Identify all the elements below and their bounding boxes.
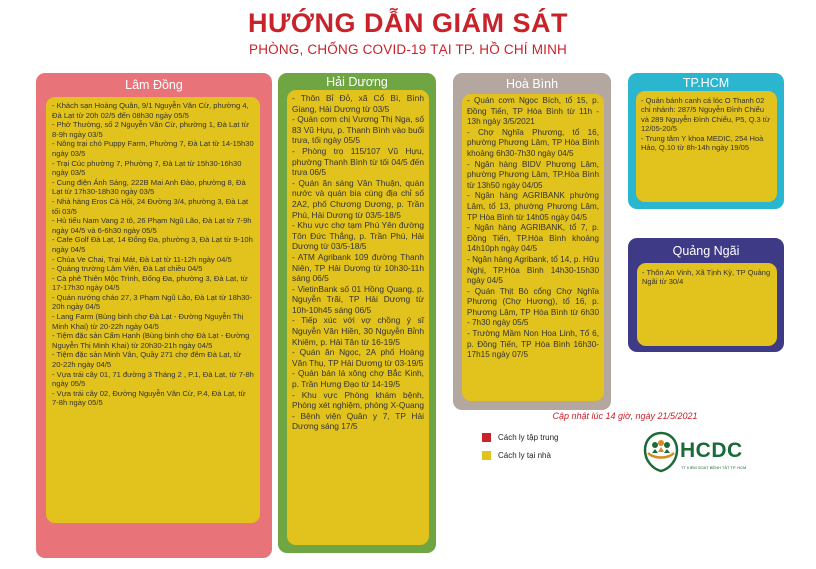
hoa-binh-heading: Hoà Bình xyxy=(505,77,559,91)
list-item: - Quán ăn sáng Vân Thuận, quán nước và quán bia cùng địa chỉ số 2A2, phố Chương Dương, p. Trần Phú, Hải Dương từ 03/5-18/5 xyxy=(292,177,424,220)
legend-swatch-yellow xyxy=(482,451,491,460)
list-item: - Ngân hàng BIDV Phương Lâm, phường Phương Lâm, TP.Hòa Bình từ 13h50 ngày 04/05 xyxy=(467,159,599,190)
list-item: - Trại Cúc phường 7, Phường 7, Đà Lạt từ 15h30-16h30 ngày 03/5 xyxy=(52,158,242,178)
hoa-binh-panel xyxy=(453,73,611,410)
list-item: - Quảng trường Lâm Viên, Đà Lạt chiều 04/5 xyxy=(52,264,203,274)
quang-ngai-list-box xyxy=(637,263,777,346)
list-item: - Vựa trái cây 01, 71 đường 3 Tháng 2 , P.1, Đà Lạt, từ 7-8h ngày 05/5 xyxy=(52,369,254,389)
list-item: - Ngân hàng AGRIBANK, tổ 7, p. Đồng Tiến, TP.Hòa Bình khoảng 14h10ph ngày 04/5 xyxy=(467,223,599,254)
list-item: - Cung điện Ánh Sáng, 222B Mai Anh Đào, phường 8, Đà Lạt từ 17h30-18h30 ngày 03/5 xyxy=(52,177,246,197)
list-item: - VietinBank số 01 Hồng Quang, p. Nguyễn Trãi, TP Hải Dương từ 10h-10h45 sáng 06/5 xyxy=(292,283,424,315)
list-item: - Chùa Ve Chai, Trại Mát, Đà Lạt từ 11-12h ngày 04/5 xyxy=(52,254,232,264)
list-item: - Thôn An Vinh, Xã Tịnh Kỳ, TP Quảng Ngãi từ 30/4 xyxy=(642,268,771,287)
hcdc-logo-subtext: TT KIỂM SOÁT BỆNH TẬT TP. HCM xyxy=(681,465,747,470)
hai-duong-list-box xyxy=(287,90,429,545)
hai-duong-panel xyxy=(278,73,436,553)
list-item: - Trung tâm Y khoa MEDIC, 254 Hoà Hảo, Q.10 từ 8h-14h ngày 19/05 xyxy=(641,133,764,153)
tphcm-panel xyxy=(628,73,784,209)
list-item: - Nhà hàng Eros Cà Hồi, 24 Đường 3/4, phường 3, Đà Lạt tối 03/5 xyxy=(52,196,249,216)
quang-ngai-panel xyxy=(628,238,784,352)
list-item: - Khu vực Phòng khám bệnh, Phòng xét nghiệm, phòng X-Quang - Bệnh viện Quân y 7, TP Hải Dương sáng 17/5 xyxy=(292,389,424,432)
legend-item-concentrated xyxy=(482,431,558,443)
list-item: - Phòng trọ 115/107 Vũ Hựu, phường Thanh Bình từ tối 04/5 đến trưa 06/5 xyxy=(292,145,424,178)
list-item: - Quán ăn Ngọc, 2A phố Hoàng Văn Thụ, TP Hải Dương từ 03-19/5 xyxy=(292,347,424,368)
legend-item-home xyxy=(482,449,551,461)
page-title: HƯỚNG DẪN GIÁM SÁT xyxy=(248,8,568,38)
list-item: - Hủ tiếu Nam Vang 2 tô, 26 Phạm Ngũ Lão, Đà Lạt từ 7-9h ngày 04/5 và 6-6h30 ngày 05/5 xyxy=(52,216,252,235)
list-item: - Khu vực chợ tạm Phú Yên đường Tôn Đức Thắng, p. Trần Phú, Hải Dương từ 03/5-18/5 xyxy=(292,220,424,252)
list-item: - Quán Thịt Bò cổng Chợ Nghĩa Phương (Chợ Hương), tổ 16, p. Phương Lâm, TP Hòa Bình từ 6h30 - 7h30 ngày 05/5 xyxy=(467,286,599,328)
update-time: Cập nhật lúc 14 giờ, ngày 21/5/2021 xyxy=(552,411,698,421)
legend-label: Cách ly tại nhà xyxy=(498,450,551,460)
list-item: - Tiệm đặc sản Minh Vân, Quầy 271 chợ đêm Đà Lạt, từ 20-22h ngày 04/5 xyxy=(52,350,242,370)
tphcm-list xyxy=(641,96,772,152)
legend-swatch-red xyxy=(482,433,491,442)
tphcm-heading: TP.HCM xyxy=(682,76,730,90)
lam-dong-list xyxy=(52,101,254,408)
lam-dong-panel xyxy=(36,73,272,558)
list-item: - Tiệm đặc sản Cẩm Hạnh (Bùng binh chợ Đà Lạt - Đường Nguyễn Thị Minh Khai) từ 20h30-21h ngày 04/5 xyxy=(52,331,250,350)
list-item: - Ngân hàng Agribank, tổ 14, p. Hữu Nghị, TP.Hòa Bình 14h30-15h30 ngày 04/5 xyxy=(467,254,599,286)
lam-dong-heading: Lâm Đồng xyxy=(125,78,183,92)
list-item: - Lang Farm (Bùng binh chợ Đà Lạt - Đường Nguyễn Thị Minh Khai) từ 20-22h ngày 04/5 xyxy=(52,312,244,331)
list-item: - Chợ Nghĩa Phương, tổ 16, phường Phương Lâm, TP Hòa Bình khoảng 6h30-7h30 ngày 04/5 xyxy=(467,127,599,158)
list-item: - Phở Thường, số 2 Nguyễn Văn Cừ, phường 1, Đà Lạt từ 8-9h ngày 03/5 xyxy=(52,120,249,139)
hoa-binh-list-box xyxy=(462,94,604,401)
list-item: - Quán cơm Ngọc Bích, tổ 15, p. Đồng Tiến, TP Hòa Bình từ 11h - 13h ngày 3/5/2021 xyxy=(467,96,599,127)
list-item: - Tiếp xúc với vợ chồng ý sĩ Nguyễn Văn Hiền, 30 Nguyễn Bỉnh Khiêm, p. Hải Tân từ 16-19/5 xyxy=(292,315,424,347)
list-item: - Thôn Bỉ Đỏ, xã Cổ Bì, Bình Giang, Hải Dương từ 03/5 xyxy=(292,93,424,114)
hai-duong-list xyxy=(292,93,424,432)
list-item: - Nông trại chó Puppy Farm, Phường 7, Đà Lạt từ 14-15h30 ngày 03/5 xyxy=(52,139,254,158)
hcdc-emblem-icon xyxy=(642,431,680,473)
list-item: - Trường Mầm Non Hoa Linh, Tổ 6, p. Đồng Tiến, TP Hòa Bình 16h30-17h15 ngày 07/5 xyxy=(467,329,599,360)
hcdc-logo-text: HCDC xyxy=(680,439,743,462)
lam-dong-list-box xyxy=(46,97,260,523)
list-item: - Khách sạn Hoàng Quân, 9/1 Nguyễn Văn Cừ, phường 4, Đà Lạt từ 20h 02/5 đến 08h30 ngày 05/5 xyxy=(52,101,249,120)
hoa-binh-list xyxy=(467,96,599,361)
quang-ngai-list xyxy=(642,268,772,287)
page-subtitle: PHÒNG, CHỐNG COVID-19 TẠI TP. HỒ CHÍ MINH xyxy=(249,42,567,57)
list-item: - Vựa trái cây 02, Đường Nguyễn Văn Cừ, P.4, Đà Lạt, từ 7-8h ngày 05/5 xyxy=(52,388,246,408)
list-item: - Cà phê Thiên Mộc Trình, Đống Đa, phường 3, Đà Lạt, từ 17-17h30 ngày 04/5 xyxy=(52,273,248,293)
list-item: - Quán cơm chị Vương Thị Nga, số 83 Vũ Hựu, p. Thanh Bình vào buổi trưa, tối ngày 05/5 xyxy=(292,114,424,146)
list-item: - Quán bán lá xông chợ Bắc Kinh, p. Trần Hưng Đạo từ 14-19/5 xyxy=(292,368,424,390)
legend-label: Cách ly tập trung xyxy=(498,432,559,442)
list-item: - Cafe Golf Đà Lạt, 14 Đống Đa, phường 3, Đà Lạt từ 9-10h ngày 04/5 xyxy=(52,235,253,254)
hai-duong-heading: Hải Dương xyxy=(326,75,388,89)
tphcm-list-box xyxy=(636,91,777,202)
list-item: - Quán bánh canh cá lóc O Thanh 02 chi nhánh: 287/5 Nguyễn Đình Chiểu và 289 Nguyễn Đình Chiểu, P5, Q.3 từ 12/05-20/5 xyxy=(641,96,770,134)
list-item: - Quán nướng cháo 27, 3 Phạm Ngũ Lão, Đà Lạt từ 18h30-20h ngày 04/5 xyxy=(52,292,253,312)
list-item: - ATM Agribank 109 đường Thanh Niên, TP Hải Dương từ 10h30-11h sáng 06/5 xyxy=(292,251,424,284)
list-item: - Ngân hàng AGRIBANK phường Lâm, tổ 13, phường Phương Lâm, TP Hòa Bình từ 14h05 ngày 04/5 xyxy=(467,191,599,222)
quang-ngai-heading: Quảng Ngãi xyxy=(672,244,740,258)
